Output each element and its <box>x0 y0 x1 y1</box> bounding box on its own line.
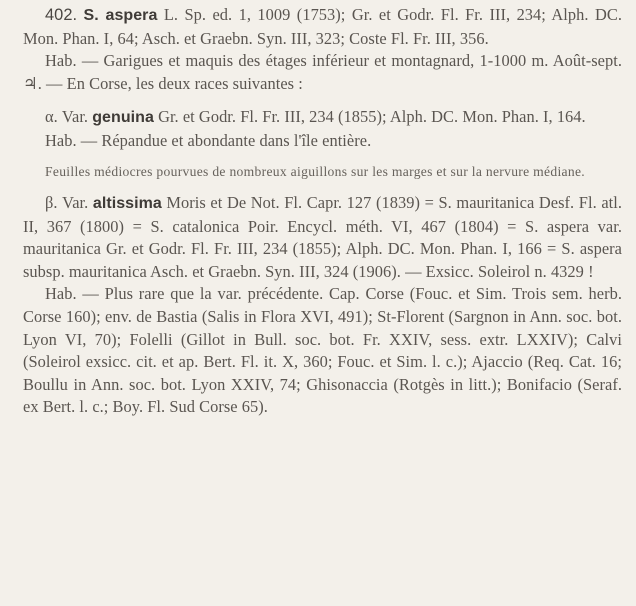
genuina-prefix: α. Var. <box>45 107 93 127</box>
genuina-description: Feuilles médiocres pourvues de nombreux aiguillons sur les marges et sur la nervure médiane. <box>45 163 585 179</box>
altissima-prefix: β. Var. <box>45 193 93 213</box>
entry-number: 402. <box>45 6 78 24</box>
altissima-habitat: Hab. — Plus rare que la var. précédente. Cap. Corse (Fouc. et Sim. Trois sem. herb. Corse 160); env. de Bastia (Salis in Flora XVI, 491); St-Florent (Sargnon in Ann. soc. bot. Lyon VI, 70); Folelli (Gillot in Bull. soc. bot. Fr. XXIV, sess. extr. LXXIV); Calvi (Soleirol exsicc. cit. et ap. Bert. Fl. it. X, 360; Fouc. et Sim. l. c.); Ajaccio (Req. Cat. 16; Boullu in Ann. soc. bot. Lyon XXIV, 74; Ghisonaccia (Rotgès in litt.); Bonifacio (Seraf. ex Bert. l. c.; Boy. Fl. Sud Corse 65). <box>23 284 622 417</box>
genuina-citation: Gr. et Godr. Fl. Fr. III, 234 (1855); Alph. DC. Mon. Phan. I, 164. <box>153 107 586 127</box>
species-entry <box>23 4 622 50</box>
variety-genuina <box>23 106 622 130</box>
altissima-citation: Moris et De Not. Fl. Capr. 127 (1839) = S. mauritanica Desf. Fl. atl. II, 367 (1800) = S. catalonica Poir. Encycl. méth. VI, 467 (1804) = S. aspera var. mauritanica Gr. et Godr. Fl. Fr. III, 234 (1855); Alph. DC. Mon. Phan. I, 166 = S. aspera subsp. mauritanica Asch. et Graebn. Syn. III, 324 (1906). — Exsicc. Soleirol n. 4329 ! <box>23 193 622 281</box>
genuina-habitat: Hab. — Répandue et abondante dans l'île entière. <box>45 130 372 150</box>
species-citation: L. Sp. ed. 1, 1009 (1753); Gr. et Godr. Fl. Fr. III, 234; Alph. DC. Mon. Phan. I, 64; Asch. et Graebn. Syn. III, 323; Coste Fl. Fr. III, 356. <box>23 5 622 48</box>
genuina-name: genuina <box>92 109 154 127</box>
species-habitat: Hab. — Garigues et maquis des étages inférieur et montagnard, 1-1000 m. Août-sept. ♃. — En Corse, les deux races suivantes : <box>23 51 622 93</box>
altissima-name: altissima <box>92 195 162 213</box>
species-name: S. aspera <box>83 7 158 24</box>
variety-altissima <box>23 192 622 283</box>
